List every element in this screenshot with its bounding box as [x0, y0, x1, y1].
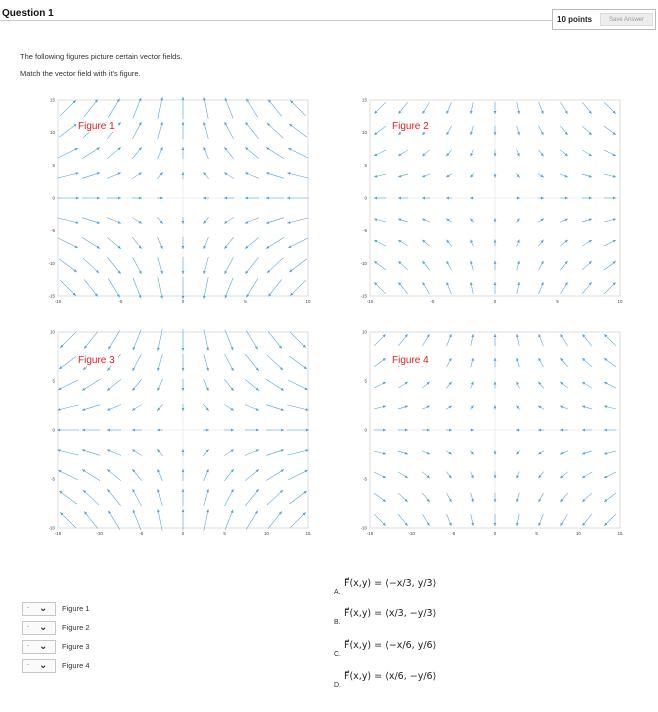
- x-tick-label: 10: [617, 299, 623, 304]
- answer-d-letter: D.: [334, 682, 341, 689]
- y-tick-label: 10: [49, 130, 55, 136]
- y-tick-label: 10: [49, 329, 55, 335]
- y-tick-label: 5: [364, 378, 367, 384]
- match-select-4[interactable]: - ⌄: [22, 659, 56, 673]
- y-tick-label: -10: [48, 525, 55, 531]
- points-value: 10 points: [557, 15, 593, 24]
- match-select-3[interactable]: - ⌄: [22, 640, 56, 654]
- y-tick-label: -10: [360, 525, 367, 531]
- save-answer-button[interactable]: Save Answer: [600, 13, 653, 26]
- y-tick-label: 0: [364, 427, 367, 433]
- y-tick-label: 0: [364, 195, 367, 201]
- figure-1-plot: [48, 96, 314, 306]
- match-label-4: Figure 4: [62, 661, 90, 670]
- answer-c-letter: C.: [334, 651, 341, 658]
- x-tick-label: 15: [305, 531, 311, 536]
- figure-4-plot: [360, 328, 626, 538]
- y-tick-label: -5: [50, 476, 55, 482]
- figure-3-plot: [48, 328, 314, 538]
- figure-label: Figure 2: [392, 121, 429, 132]
- match-select-1[interactable]: - ⌄: [22, 602, 56, 616]
- chevron-down-icon: ⌄: [39, 603, 48, 614]
- prompt-line-1: The following figures picture certain vector fields.: [20, 52, 183, 61]
- answer-c-expression: F⃗(x,y) = ⟨−x/6, y/6⟩: [344, 640, 437, 651]
- y-tick-label: 5: [364, 162, 367, 168]
- figure-label: Figure 4: [392, 355, 429, 366]
- match-label-1: Figure 1: [62, 604, 90, 613]
- vector-field-svg: [360, 96, 626, 306]
- vector-field-svg: [48, 328, 314, 538]
- prompt-line-2: Match the vector field with it's figure.: [20, 69, 141, 78]
- figure-label: Figure 1: [78, 121, 115, 132]
- figure-2-plot: [360, 96, 626, 306]
- figure-label: Figure 3: [78, 355, 115, 366]
- y-tick-label: 15: [49, 97, 55, 103]
- x-tick-label: 0: [493, 299, 497, 304]
- y-tick-label: -5: [362, 228, 367, 234]
- y-tick-label: 15: [361, 97, 367, 103]
- x-tick-label: -15: [54, 531, 62, 536]
- x-tick-label: 10: [575, 531, 581, 536]
- x-tick-label: -15: [366, 531, 374, 536]
- x-tick-label: 5: [244, 299, 247, 304]
- y-tick-label: 0: [52, 427, 55, 433]
- y-tick-label: 0: [52, 195, 55, 201]
- y-tick-label: -15: [360, 293, 367, 299]
- y-tick-label: 10: [361, 329, 367, 335]
- y-tick-label: 5: [52, 162, 55, 168]
- y-tick-label: -5: [50, 228, 55, 234]
- chevron-down-icon: ⌄: [39, 660, 48, 671]
- x-tick-label: 5: [223, 531, 226, 536]
- chevron-down-icon: ⌄: [39, 622, 48, 633]
- points-box: [552, 9, 656, 30]
- x-tick-label: -5: [139, 531, 144, 536]
- x-tick-label: 5: [535, 531, 538, 536]
- x-tick-label: 10: [263, 531, 269, 536]
- x-tick-label: -10: [96, 531, 103, 536]
- y-tick-label: 10: [361, 130, 367, 136]
- x-tick-label: -10: [408, 531, 415, 536]
- question-title: Question 1: [2, 8, 54, 19]
- match-select-2[interactable]: - ⌄: [22, 621, 56, 635]
- x-tick-label: 0: [493, 531, 497, 536]
- answer-d-expression: F⃗(x,y) = ⟨x/6, −y/6⟩: [344, 671, 437, 682]
- vector-field-svg: [360, 328, 626, 538]
- vector-field-svg: [48, 96, 314, 306]
- header-divider: [0, 20, 552, 21]
- y-tick-label: -5: [362, 476, 367, 482]
- x-tick-label: 10: [305, 299, 311, 304]
- answer-a-expression: F⃗(x,y) = ⟨−x/3, y/3⟩: [344, 578, 437, 589]
- chevron-down-icon: ⌄: [39, 641, 48, 652]
- x-tick-label: -10: [54, 299, 62, 304]
- x-tick-label: 5: [556, 299, 559, 304]
- x-tick-label: -5: [451, 531, 456, 536]
- x-tick-label: 0: [181, 531, 185, 536]
- x-tick-label: -5: [118, 299, 123, 304]
- x-tick-label: 15: [617, 531, 623, 536]
- y-tick-label: 5: [52, 378, 55, 384]
- answer-b-expression: F⃗(x,y) = ⟨x/3, −y/3⟩: [344, 608, 437, 619]
- answer-a-letter: A.: [334, 589, 341, 596]
- y-tick-label: -10: [360, 260, 367, 266]
- y-tick-label: -15: [48, 293, 55, 299]
- x-tick-label: 0: [181, 299, 185, 304]
- match-label-2: Figure 2: [62, 623, 90, 632]
- match-label-3: Figure 3: [62, 642, 90, 651]
- answer-b-letter: B.: [334, 619, 341, 626]
- x-tick-label: -10: [366, 299, 374, 304]
- y-tick-label: -10: [48, 260, 55, 266]
- x-tick-label: -5: [430, 299, 435, 304]
